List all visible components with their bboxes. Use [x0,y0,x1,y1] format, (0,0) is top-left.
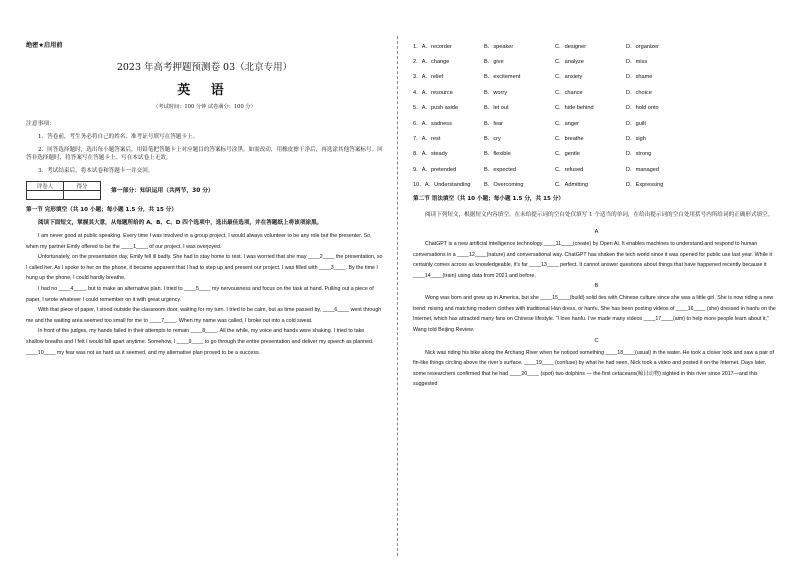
option-row [413,130,780,145]
option-d: D．choice [626,89,652,96]
option-b: B．expected [484,166,517,173]
option-a: 6．A．sadness [413,120,452,127]
option-d: D．managed [626,166,659,173]
option-a: 8．A．steady [413,151,448,158]
option-c: C．designer [555,43,587,50]
grammar-passage: ChatGPT is a new artificial intelligence technology ____11____(create) by Open AI. It enables machines to understand and respond to human conversations in a ____12____(nature) and conversational way. ChatGPT has shaken the tech world since it was opened for public use last year. While it certainly comes across as knowledgeable, it’s far ____13____ perfect. It cannot answer questions about things that have happened recently because it ____14____(train) using data from 2021 and before. [413,240,773,279]
option-b: B．speaker [484,43,514,50]
option-b: B．flexible [484,151,511,158]
option-c: C．breathe [555,136,584,143]
option-a: 4．A．resource [413,89,453,96]
option-a: 2．A．change [413,59,450,66]
subject-title: 英 语 [177,83,232,98]
cloze-paragraph: In front of the judges, my hands failed in their attempts to remain ____8____. All the while, my voice and hands were shaking. I tried to take shallow breaths and I felt I would fall apart anytime. Somehow, I ____9____ to go through the entire presentation and deliver my speech as planned. ____10____ my fear was not as hard as it seemed, and my alternative plan proved to be a success. [26,328,374,356]
option-b: B．give [484,59,504,66]
exam-title: 2023 年高考押题预测卷 03（北京专用） [116,62,293,73]
option-d: D．guilt [626,120,646,127]
option-a: 3．A．relief [413,74,444,81]
option-row [413,161,780,176]
cloze-paragraph: With that piece of paper, I stood outside the classroom door, waiting for my turn. I tried to be calm, but as time passed by, ____6____ went through me and the waiting area seemed too small for me to ____7____. When my name was called, I broke out into a cold sweat. [26,307,382,324]
exam-meta: （考试时间：100 分钟 试卷满分：100 分） [153,104,256,110]
score-table-cell[interactable] [64,191,101,200]
section1-heading: 第一节 完形填空（共 10 小题；每小题 1.5 分，共 15 分） [26,207,177,213]
option-c: C．Admitting [555,182,588,189]
option-c: C．analyze [555,59,584,66]
option-row [413,84,780,99]
option-d: D．hold onto [626,105,659,112]
option-a: 1．A．recorder [413,43,452,50]
confidential-label: 绝密★启用前 [26,42,63,49]
option-c: C．anxiety [555,74,583,81]
option-c: C．gentle [555,151,580,158]
option-a: 10．A．Understanding [413,182,471,189]
option-c: C．chance [555,89,583,96]
note-item: 1．答卷前，考生务必将自己的姓名、准考证号填写在答题卡上。 [38,134,199,140]
cloze-paragraph: I am never good at public speaking. Every time I was involved in a group project, I would always volunteer to be any role but the presenter. So, when my partner Emily offered to be the ____1____ of our project, I was overjoyed. [26,233,372,250]
option-a: 9．A．pretended [413,166,457,173]
option-c: C．refused [555,166,584,173]
option-row [413,115,780,130]
option-b: B．Overcoming [484,182,524,189]
score-table-cell[interactable] [27,191,64,200]
section1-instruction: 阅读下面短文，掌握其大意，从每题所给的 A、B、C、D 四个选项中，选出最佳选项，并在答题纸上将该项涂黑。 [38,220,323,226]
option-c: C．hide behind [555,105,594,112]
cloze-paragraph: I had no ____4____, but to make an alternative plan. I tried to ____5____ my nervousness and focus on the task at hand. Pulling out a piece of paper, I wrote whatever I could remember on it with great urgency. [26,285,374,303]
score-table-header-score: 得分 [64,182,101,191]
option-b: B．let out [484,105,509,112]
note-item: 3．考试结束后，将本试卷和答题卡一并交回。 [38,168,154,174]
section2-instruction: 阅读下列短文，根据短文内容填空。在未给提示词的空白处仅填写 1 个适当的单词，在给出提示词的空白处用括号内所给词的正确形式填空。 [425,211,774,218]
option-d: D．Expressing [626,182,664,189]
option-row [413,38,780,53]
score-table-header-grader: 评卷人 [27,182,64,191]
options-list [413,38,780,192]
option-b: B．excitement [484,74,521,81]
option-d: D．strong [626,151,652,158]
option-row [413,53,780,68]
option-a: 7．A．rest [413,136,441,143]
option-b: B．fear [484,120,503,127]
option-b: B．cry [484,136,501,143]
option-row [413,146,780,161]
notes-heading: 注意事项： [26,121,55,127]
passage-letter: B [594,283,599,290]
option-row [413,69,780,84]
section2-heading: 第二节 语法填空（共 10 小题；每小题 1.5 分，共 15 分） [413,195,564,202]
option-d: D．shame [626,74,653,81]
option-b: B．worry [484,89,507,96]
score-area [26,181,383,200]
option-d: D．sigh [626,136,646,143]
right-page [397,0,794,562]
cloze-paragraph: Unfortunately, on the presentation day, Emily fell ill badly. She had to stay home to rest. I was worried that she may ____2____ the presentation, so I called her. As I spoke to her on the phone, it became apparent that I had to step up and present our project. I was filled with ____3____. By the time I hung up the phone, I could hardly breathe. [26,254,383,282]
note-item: 2．回答选择题时，选出每小题答案后，用铅笔把答题卡上对应题目的答案标号涂黑。如需改动，用橡皮擦干净后，再选涂其他答案标号。回答非选择题时，将答案写在答题卡上。写在本试卷上无效。 [26,147,383,161]
part1-heading: 第一部分：知识运用（共两节，30 分） [111,188,214,194]
passage-letter: C [594,337,599,344]
passage-letter: A [594,228,599,235]
grammar-passage: Wong was born and grew up in America, but she ____15____(build) solid ties with Chinese culture since she was a little girl. She is now riding a new trend: mixing and matching modern clothes with traditional Han dress, or hanfu. She has been posting videos of ____16____ (she) dressed in hanfu on the Internet, which has attracted many fans on Chinese lifestyle. “I love hanfu. I’ve made many videos ____17____(aim) to help more people learn about it,” Wang told Beijing Review. [413,295,776,334]
option-d: D．miss [626,59,648,66]
option-row [413,177,780,192]
option-d: D．organizer [626,43,659,50]
grammar-passage: Nick was riding his bike along the Archang River when he noticed something ____18____(usual) in the water. He took a closer look and saw a pair of fin-like things circling above the river’s surface. ____19____ (confuse) by what he had seen, Nick took a video and posted it on the Internet. Days later, some researchers confirmed that he had ____20____ (spot) two dolphins — the first cetaceans(鲸目动物) sighted in this river since 2017—and this suggested [413,349,774,388]
option-a: 5．A．push aside [413,105,459,112]
score-table [26,181,101,200]
option-row [413,100,780,115]
option-c: C．anger [555,120,579,127]
